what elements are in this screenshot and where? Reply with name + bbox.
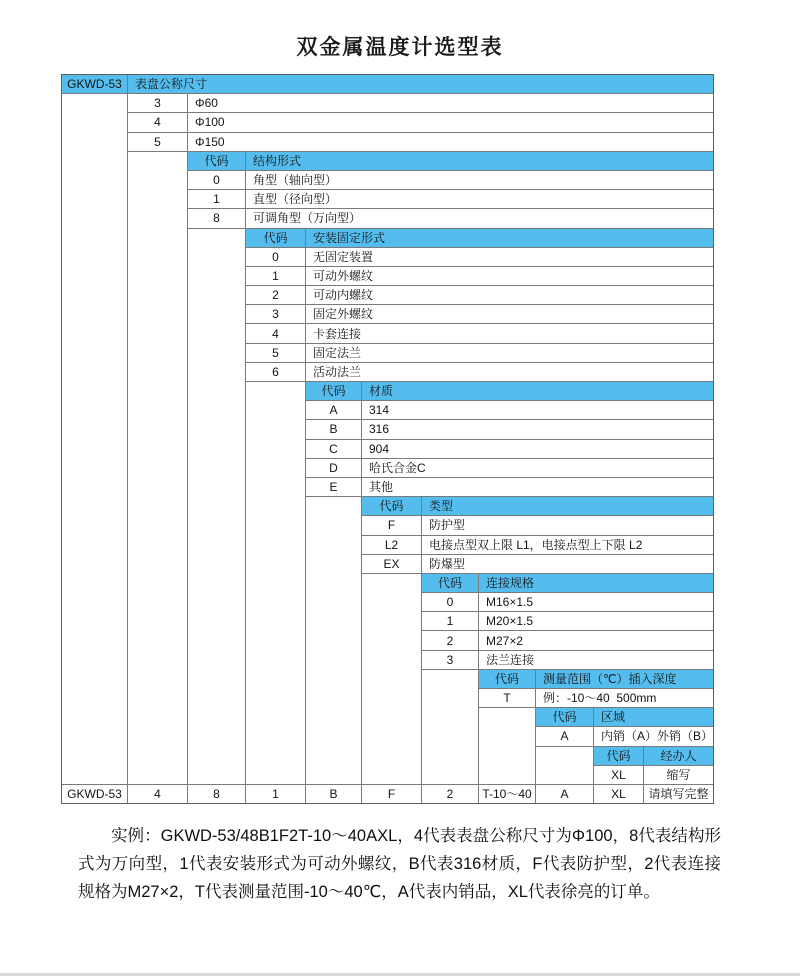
example-row-cell: 1 (246, 785, 305, 803)
label-cell: 角型（轴向型） (246, 171, 713, 189)
code-cell: F (362, 516, 421, 534)
label-cell: 防爆型 (422, 555, 713, 573)
code-cell: 0 (422, 593, 478, 611)
code-cell: 1 (422, 612, 478, 630)
label-cell: Φ100 (188, 113, 713, 131)
code-cell: 2 (422, 631, 478, 649)
label-cell: 卡套连接 (306, 324, 713, 342)
code-cell: 3 (246, 305, 305, 323)
label-cell: 法兰连接 (479, 651, 713, 669)
label-cell: M16×1.5 (479, 593, 713, 611)
section-name-cell: 安装固定形式 (306, 229, 713, 247)
section-name-cell: 连接规格 (479, 574, 713, 592)
column-spacer (479, 708, 535, 784)
code-cell: 4 (128, 113, 187, 131)
example-row-cell: 2 (422, 785, 478, 803)
example-row-cell: A (536, 785, 593, 803)
label-cell: Φ150 (188, 133, 713, 151)
code-header-cell: 代码 (246, 229, 305, 247)
label-cell: M27×2 (479, 631, 713, 649)
example-row-cell: GKWD-53 (62, 785, 127, 803)
section-name-cell: 材质 (362, 382, 713, 400)
column-spacer (62, 94, 127, 784)
code-cell: 1 (246, 267, 305, 285)
label-cell: 904 (362, 440, 713, 458)
code-cell: 3 (128, 94, 187, 112)
label-cell: 可动外螺纹 (306, 267, 713, 285)
section-name-cell: 测量范围（℃）插入深度 (536, 670, 713, 688)
label-cell: 固定法兰 (306, 344, 713, 362)
label-cell: 固定外螺纹 (306, 305, 713, 323)
example-row-cell: XL (594, 785, 643, 803)
label-cell: 电接点型双上限 L1，电接点型上下限 L2 (422, 536, 713, 554)
code-cell: A (536, 727, 593, 745)
label-cell: Φ60 (188, 94, 713, 112)
column-spacer (188, 229, 245, 784)
example-row-cell: F (362, 785, 421, 803)
code-cell: XL (594, 766, 643, 784)
label-cell: 缩写 (644, 766, 713, 784)
label-cell: 内销（A）外销（B） (594, 727, 713, 745)
label-cell: 316 (362, 420, 713, 438)
code-cell: 0 (188, 171, 245, 189)
label-cell: M20×1.5 (479, 612, 713, 630)
page-title: 双金属温度计选型表 (296, 36, 504, 59)
code-cell: C (306, 440, 361, 458)
label-cell: 其他 (362, 478, 713, 496)
code-header-cell: 代码 (479, 670, 535, 688)
code-cell: B (306, 420, 361, 438)
section-name-cell: 类型 (422, 497, 713, 515)
column-spacer (362, 574, 421, 784)
code-cell: L2 (362, 536, 421, 554)
column-spacer (306, 497, 361, 784)
label-cell: 可动内螺纹 (306, 286, 713, 304)
label-cell: 防护型 (422, 516, 713, 534)
column-spacer (128, 152, 187, 784)
code-header-cell: 代码 (594, 747, 643, 765)
model-cell: GKWD-53 (62, 75, 127, 93)
example-row-cell: B (306, 785, 361, 803)
code-cell: D (306, 459, 361, 477)
code-cell: 1 (188, 190, 245, 208)
section-name-cell: 结构形式 (246, 152, 713, 170)
example-row-cell: 4 (128, 785, 187, 803)
code-header-cell: 代码 (362, 497, 421, 515)
code-cell: E (306, 478, 361, 496)
label-cell: 哈氏合金C (362, 459, 713, 477)
code-cell: 2 (246, 286, 305, 304)
code-cell: 6 (246, 363, 305, 381)
label-cell: 活动法兰 (306, 363, 713, 381)
code-header-cell: 代码 (536, 708, 593, 726)
section-name-cell: 经办人 (644, 747, 713, 765)
column-spacer (422, 670, 478, 784)
label-cell: 314 (362, 401, 713, 419)
code-cell: 3 (422, 651, 478, 669)
label-cell: 直型（径向型） (246, 190, 713, 208)
code-cell: 5 (128, 133, 187, 151)
code-cell: A (306, 401, 361, 419)
code-cell: T (479, 689, 535, 707)
column-spacer (536, 747, 593, 784)
example-row-cell: 请填写完整 (644, 785, 713, 803)
label-cell: 可调角型（万向型） (246, 209, 713, 227)
column-spacer (246, 382, 305, 784)
label-cell: 无固定装置 (306, 248, 713, 266)
code-header-cell: 代码 (422, 574, 478, 592)
code-cell: 4 (246, 324, 305, 342)
example-row-cell: 8 (188, 785, 245, 803)
code-cell: EX (362, 555, 421, 573)
code-header-cell: 代码 (188, 152, 245, 170)
section-name-cell: 表盘公称尺寸 (128, 75, 713, 93)
selection-table (61, 74, 714, 804)
code-cell: 0 (246, 248, 305, 266)
label-cell: 例：-10～40 500mm (536, 689, 713, 707)
code-header-cell: 代码 (306, 382, 361, 400)
code-cell: 8 (188, 209, 245, 227)
example-row-cell: T-10～40 (479, 785, 535, 803)
example-note: 实例：GKWD-53/48B1F2T-10～40AXL，4代表表盘公称尺寸为Φ100，8代表结构形式为万向型，1代表安装形式为可动外螺纹，B代表316材质，F代表防护型，2代表连接规格为M27×2，T代表测量范围-10～40℃，A代表内销品，XL代表徐亮的订单。 (78, 827, 721, 901)
section-name-cell: 区域 (594, 708, 713, 726)
code-cell: 5 (246, 344, 305, 362)
